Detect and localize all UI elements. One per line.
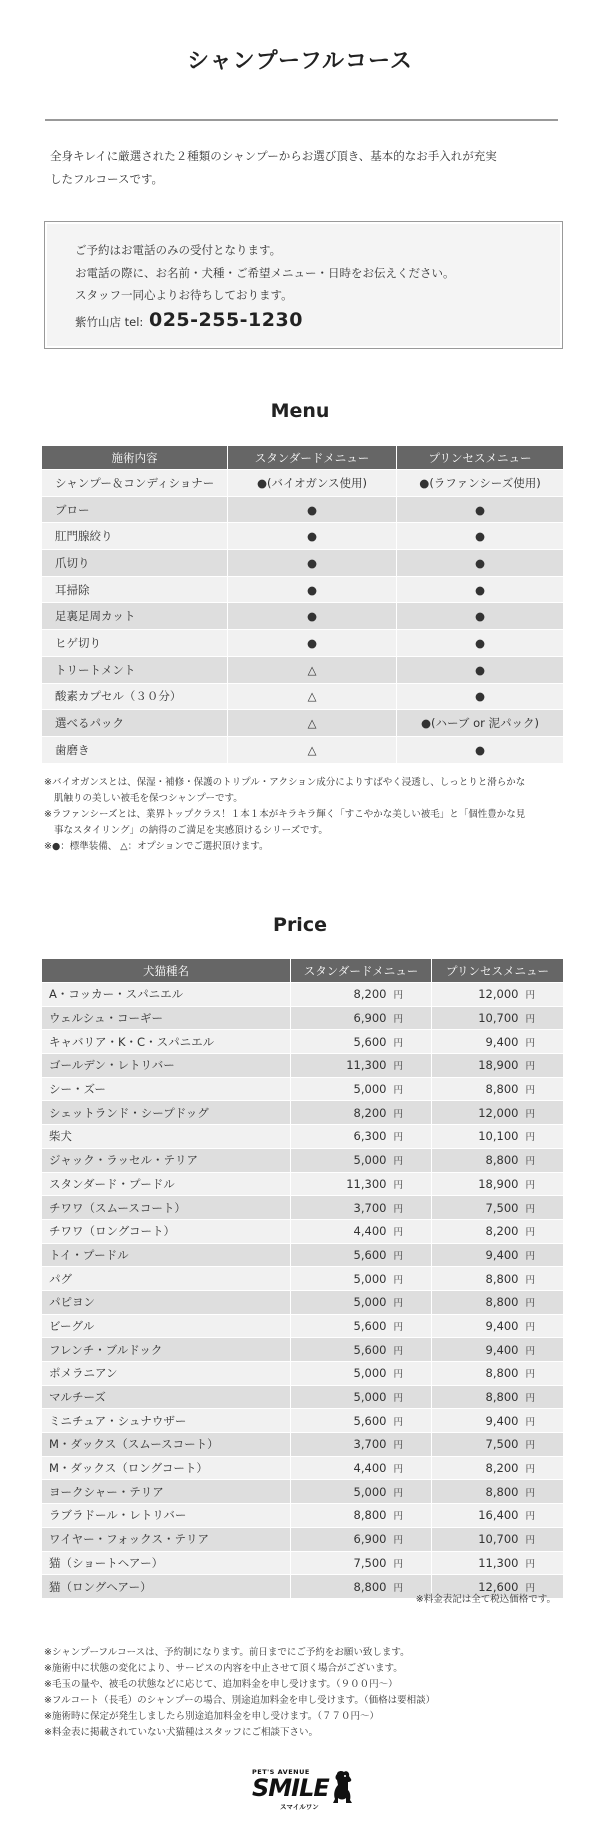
breed-name: チワワ（スムースコート） xyxy=(42,1196,291,1220)
currency-unit: 円 xyxy=(393,1085,403,1097)
price-value: 16,400 xyxy=(478,1508,519,1523)
price-value: 12,000 xyxy=(478,1105,519,1120)
princess-price xyxy=(432,1172,564,1196)
breed-name: フレンチ・ブルドック xyxy=(42,1338,291,1362)
price-row xyxy=(42,1338,564,1362)
currency-unit: 円 xyxy=(525,1440,535,1452)
price-value: 9,400 xyxy=(485,1413,519,1428)
price-row xyxy=(42,1267,564,1291)
currency-unit: 円 xyxy=(393,1037,403,1049)
currency-unit: 円 xyxy=(525,1179,535,1191)
standard-price xyxy=(291,1243,432,1267)
currency-unit: 円 xyxy=(393,1464,403,1476)
price-value: 6,300 xyxy=(353,1129,387,1144)
price-row xyxy=(42,1196,564,1220)
standard-price xyxy=(291,1362,432,1386)
standard-mark: △ xyxy=(228,710,397,737)
princess-price xyxy=(432,1196,564,1220)
currency-unit: 円 xyxy=(525,1582,535,1594)
price-row xyxy=(42,1077,564,1101)
currency-unit: 円 xyxy=(393,1274,403,1286)
breed-name: パピヨン xyxy=(42,1290,291,1314)
price-header-cell: 犬猫種名 xyxy=(42,959,291,983)
price-value: 8,800 xyxy=(485,1390,519,1405)
notice-line: スタッフ一同心よりお待ちしております。 xyxy=(75,288,293,302)
price-value: 7,500 xyxy=(485,1200,519,1215)
princess-price xyxy=(432,1314,564,1338)
currency-unit: 円 xyxy=(393,1582,403,1594)
price-value: 11,300 xyxy=(478,1555,519,1570)
price-row xyxy=(42,1054,564,1078)
menu-item-name: ブロー xyxy=(42,496,228,523)
menu-note: 肌触りの美しい被毛を保つシャンプーです。 xyxy=(54,793,243,804)
princess-price xyxy=(432,1456,564,1480)
standard-mark: ● xyxy=(228,576,397,603)
breed-name: ヨークシャー・テリア xyxy=(42,1480,291,1504)
price-value: 8,800 xyxy=(485,1153,519,1168)
price-row xyxy=(42,1409,564,1433)
standard-price xyxy=(291,1125,432,1149)
breed-name: キャバリア・K・C・スパニエル xyxy=(42,1030,291,1054)
price-row xyxy=(42,1314,564,1338)
menu-row xyxy=(42,496,564,523)
breed-name: トイ・プードル xyxy=(42,1243,291,1267)
currency-unit: 円 xyxy=(393,1250,403,1262)
price-value: 10,700 xyxy=(478,1532,519,1547)
standard-price xyxy=(291,1456,432,1480)
currency-unit: 円 xyxy=(393,1061,403,1073)
currency-unit: 円 xyxy=(525,1250,535,1262)
standard-mark: ● xyxy=(228,603,397,630)
currency-unit: 円 xyxy=(393,1321,403,1333)
standard-price xyxy=(291,1409,432,1433)
standard-price xyxy=(291,1551,432,1575)
price-row xyxy=(42,983,564,1007)
princess-price xyxy=(432,1125,564,1149)
smile-logo xyxy=(252,1768,352,1814)
menu-item-name: ヒゲ切り xyxy=(42,630,228,657)
standard-price xyxy=(291,1504,432,1528)
footer-note: ※フルコート（長毛）のシャンプーの場合、別途追加料金を申し受けます。（価格は要相談） xyxy=(44,1695,436,1706)
price-value: 8,800 xyxy=(485,1366,519,1381)
currency-unit: 円 xyxy=(393,1416,403,1428)
currency-unit: 円 xyxy=(393,990,403,1002)
princess-price xyxy=(432,1267,564,1291)
princess-price xyxy=(432,1433,564,1457)
standard-price xyxy=(291,1338,432,1362)
breed-name: シー・ズー xyxy=(42,1077,291,1101)
standard-mark: △ xyxy=(228,656,397,683)
price-row xyxy=(42,1030,564,1054)
price-value: 12,000 xyxy=(478,987,519,1002)
price-row xyxy=(42,1101,564,1125)
price-value: 5,600 xyxy=(353,1247,387,1262)
breed-name: 猫（ロングヘアー） xyxy=(42,1575,291,1599)
currency-unit: 円 xyxy=(525,1511,535,1523)
standard-mark: ● xyxy=(228,523,397,550)
currency-unit: 円 xyxy=(393,1369,403,1381)
standard-price xyxy=(291,1290,432,1314)
currency-unit: 円 xyxy=(525,1321,535,1333)
standard-mark: ● xyxy=(228,630,397,657)
princess-price xyxy=(432,1030,564,1054)
currency-unit: 円 xyxy=(525,1203,535,1215)
menu-table xyxy=(41,445,564,764)
logo-top-text: PET'S AVENUE xyxy=(252,1768,310,1776)
price-value: 18,900 xyxy=(478,1176,519,1191)
currency-unit: 円 xyxy=(525,1345,535,1357)
currency-unit: 円 xyxy=(393,1132,403,1144)
notice-line: ご予約はお電話のみの受付となります。 xyxy=(75,243,282,257)
menu-row xyxy=(42,550,564,577)
notice-line: お電話の際に、お名前・犬種・ご希望メニュー・日時をお伝えください。 xyxy=(75,265,455,280)
currency-unit: 円 xyxy=(525,1061,535,1073)
currency-unit: 円 xyxy=(525,1393,535,1405)
price-row xyxy=(42,1385,564,1409)
currency-unit: 円 xyxy=(525,1464,535,1476)
princess-mark: ● xyxy=(397,550,564,577)
currency-unit: 円 xyxy=(525,1156,535,1168)
princess-mark: ● xyxy=(397,603,564,630)
princess-price xyxy=(432,1243,564,1267)
standard-price xyxy=(291,1527,432,1551)
currency-unit: 円 xyxy=(525,1274,535,1286)
price-header-cell: プリンセスメニュー xyxy=(432,959,564,983)
menu-row xyxy=(42,683,564,710)
price-value: 9,400 xyxy=(485,1247,519,1262)
princess-price xyxy=(432,983,564,1007)
reservation-notice xyxy=(44,221,563,349)
breed-name: ジャック・ラッセル・テリア xyxy=(42,1148,291,1172)
standard-price xyxy=(291,1575,432,1599)
price-value: 5,000 xyxy=(353,1390,387,1405)
standard-price xyxy=(291,1267,432,1291)
breed-name: スタンダード・プードル xyxy=(42,1172,291,1196)
standard-mark: △ xyxy=(228,736,397,763)
price-value: 5,000 xyxy=(353,1082,387,1097)
breed-name: ビーグル xyxy=(42,1314,291,1338)
breed-name: ラブラドール・レトリバー xyxy=(42,1504,291,1528)
price-row xyxy=(42,1527,564,1551)
price-value: 3,700 xyxy=(353,1437,387,1452)
currency-unit: 円 xyxy=(525,1298,535,1310)
menu-row xyxy=(42,630,564,657)
princess-mark: ● xyxy=(397,496,564,523)
dog-silhouette-icon xyxy=(332,1770,354,1804)
footer-note: ※毛玉の量や、被毛の状態などに応じて、追加料金を申し受けます。（９００円〜） xyxy=(44,1679,398,1690)
price-row xyxy=(42,1433,564,1457)
menu-item-name: 肛門腺絞り xyxy=(42,523,228,550)
footer-note: ※シャンプーフルコースは、予約制になります。前日までにご予約をお願い致します。 xyxy=(44,1647,410,1658)
princess-price xyxy=(432,1362,564,1386)
menu-item-name: 足裏足周カット xyxy=(42,603,228,630)
currency-unit: 円 xyxy=(525,1085,535,1097)
menu-section-title: Menu xyxy=(270,400,330,422)
menu-header-cell: スタンダードメニュー xyxy=(228,446,397,470)
phone-info xyxy=(75,309,562,331)
princess-mark: ● xyxy=(397,630,564,657)
page-title: シャンプーフルコース xyxy=(187,49,413,74)
price-value: 5,600 xyxy=(353,1318,387,1333)
breed-name: ゴールデン・レトリバー xyxy=(42,1054,291,1078)
price-value: 10,700 xyxy=(478,1011,519,1026)
currency-unit: 円 xyxy=(393,1440,403,1452)
breed-name: パグ xyxy=(42,1267,291,1291)
price-row xyxy=(42,1172,564,1196)
standard-price xyxy=(291,1219,432,1243)
standard-price xyxy=(291,1433,432,1457)
price-value: 18,900 xyxy=(478,1058,519,1073)
standard-price xyxy=(291,1196,432,1220)
currency-unit: 円 xyxy=(393,1156,403,1168)
price-value: 5,000 xyxy=(353,1153,387,1168)
princess-price xyxy=(432,1290,564,1314)
standard-price xyxy=(291,1006,432,1030)
price-value: 9,400 xyxy=(485,1342,519,1357)
breed-name: A・コッカー・スパニエル xyxy=(42,983,291,1007)
princess-mark: ●(ハーブ or 泥パック) xyxy=(397,710,564,737)
standard-mark: ●(バイオガンス使用) xyxy=(228,470,397,497)
menu-row xyxy=(42,710,564,737)
price-value: 8,800 xyxy=(353,1508,387,1523)
breed-name: M・ダックス（スムースコート） xyxy=(42,1433,291,1457)
princess-price xyxy=(432,1480,564,1504)
footer-note: ※施術中に状態の変化により、サービスの内容を中止させて頂く場合がございます。 xyxy=(44,1663,403,1674)
price-value: 8,800 xyxy=(485,1271,519,1286)
intro-line: したフルコースです。 xyxy=(50,172,164,186)
currency-unit: 円 xyxy=(525,1558,535,1570)
price-value: 5,600 xyxy=(353,1413,387,1428)
price-value: 7,500 xyxy=(485,1437,519,1452)
price-value: 8,200 xyxy=(353,1105,387,1120)
princess-mark: ●(ラファンシーズ使用) xyxy=(397,470,564,497)
princess-mark: ● xyxy=(397,683,564,710)
price-value: 8,800 xyxy=(485,1484,519,1499)
phone-label: 紫竹山店 tel: xyxy=(75,314,144,329)
price-row xyxy=(42,1456,564,1480)
price-row xyxy=(42,1290,564,1314)
price-value: 8,200 xyxy=(485,1461,519,1476)
breed-name: シェットランド・シープドッグ xyxy=(42,1101,291,1125)
princess-price xyxy=(432,1148,564,1172)
princess-price xyxy=(432,1409,564,1433)
price-row xyxy=(42,1551,564,1575)
price-row xyxy=(42,1504,564,1528)
currency-unit: 円 xyxy=(525,1487,535,1499)
price-row xyxy=(42,1125,564,1149)
breed-name: ワイヤー・フォックス・テリア xyxy=(42,1527,291,1551)
footer-note: ※施術時に保定が発生しましたら別途追加料金を申し受けます。（７７０円〜） xyxy=(44,1711,379,1722)
breed-name: M・ダックス（ロングコート） xyxy=(42,1456,291,1480)
price-value: 7,500 xyxy=(353,1555,387,1570)
menu-note: 事なスタイリング」の納得のご満足を実感頂けるシリーズです。 xyxy=(54,825,328,836)
menu-item-name: 選べるパック xyxy=(42,710,228,737)
price-row xyxy=(42,1148,564,1172)
princess-price xyxy=(432,1077,564,1101)
menu-notes xyxy=(44,775,525,855)
princess-price xyxy=(432,1006,564,1030)
princess-mark: ● xyxy=(397,656,564,683)
price-value: 5,000 xyxy=(353,1271,387,1286)
menu-row xyxy=(42,603,564,630)
menu-header-row xyxy=(42,446,564,470)
currency-unit: 円 xyxy=(393,1393,403,1405)
standard-mark: △ xyxy=(228,683,397,710)
price-value: 10,100 xyxy=(478,1129,519,1144)
price-value: 8,800 xyxy=(485,1082,519,1097)
princess-price xyxy=(432,1101,564,1125)
price-value: 11,300 xyxy=(346,1058,387,1073)
price-value: 8,800 xyxy=(485,1295,519,1310)
price-value: 3,700 xyxy=(353,1200,387,1215)
standard-price xyxy=(291,1030,432,1054)
standard-price xyxy=(291,1385,432,1409)
breed-name: チワワ（ロングコート） xyxy=(42,1219,291,1243)
menu-item-name: 歯磨き xyxy=(42,736,228,763)
price-table-body xyxy=(42,983,564,1599)
standard-price xyxy=(291,1077,432,1101)
currency-unit: 円 xyxy=(393,1345,403,1357)
menu-note: ※●：標準装備、 △：オプションでご選択頂けます。 xyxy=(44,841,269,852)
menu-item-name: シャンプー＆コンディショナー xyxy=(42,470,228,497)
princess-price xyxy=(432,1527,564,1551)
menu-row xyxy=(42,470,564,497)
currency-unit: 円 xyxy=(393,1227,403,1239)
menu-header-cell: プリンセスメニュー xyxy=(397,446,564,470)
price-value: 9,400 xyxy=(485,1034,519,1049)
logo-main-text: SMILE xyxy=(252,1774,329,1802)
princess-price xyxy=(432,1054,564,1078)
breed-name: ミニチュア・シュナウザー xyxy=(42,1409,291,1433)
princess-mark: ● xyxy=(397,576,564,603)
menu-table-body xyxy=(42,470,564,764)
standard-price xyxy=(291,1314,432,1338)
princess-mark: ● xyxy=(397,523,564,550)
standard-price xyxy=(291,983,432,1007)
standard-mark: ● xyxy=(228,496,397,523)
footer-note: ※料金表に掲載されていない犬猫種はスタッフにご相談下さい。 xyxy=(44,1727,318,1738)
currency-unit: 円 xyxy=(393,1179,403,1191)
standard-price xyxy=(291,1480,432,1504)
price-value: 12,600 xyxy=(478,1579,519,1594)
price-header-cell: スタンダードメニュー xyxy=(291,959,432,983)
currency-unit: 円 xyxy=(393,1108,403,1120)
currency-unit: 円 xyxy=(525,1227,535,1239)
currency-unit: 円 xyxy=(525,1037,535,1049)
menu-row xyxy=(42,656,564,683)
princess-price xyxy=(432,1504,564,1528)
price-value: 5,000 xyxy=(353,1484,387,1499)
currency-unit: 円 xyxy=(393,1298,403,1310)
price-row xyxy=(42,1480,564,1504)
price-row xyxy=(42,1006,564,1030)
currency-unit: 円 xyxy=(393,1558,403,1570)
menu-row xyxy=(42,576,564,603)
intro-line: 全身キレイに厳選された２種類のシャンプーからお選び頂き、基本的なお手入れが充実 xyxy=(50,149,497,163)
currency-unit: 円 xyxy=(525,1132,535,1144)
standard-mark: ● xyxy=(228,550,397,577)
breed-name: ポメラニアン xyxy=(42,1362,291,1386)
menu-item-name: トリートメント xyxy=(42,656,228,683)
price-value: 4,400 xyxy=(353,1461,387,1476)
princess-price xyxy=(432,1219,564,1243)
currency-unit: 円 xyxy=(393,1014,403,1026)
footer-notes xyxy=(44,1645,435,1741)
price-value: 8,800 xyxy=(353,1579,387,1594)
standard-price xyxy=(291,1172,432,1196)
menu-row xyxy=(42,523,564,550)
breed-name: ウェルシュ・コーギー xyxy=(42,1006,291,1030)
currency-unit: 円 xyxy=(525,1108,535,1120)
princess-price xyxy=(432,1551,564,1575)
menu-item-name: 耳掃除 xyxy=(42,576,228,603)
price-value: 4,400 xyxy=(353,1224,387,1239)
breed-name: マルチーズ xyxy=(42,1385,291,1409)
price-header-row xyxy=(42,959,564,983)
currency-unit: 円 xyxy=(393,1203,403,1215)
currency-unit: 円 xyxy=(525,1014,535,1026)
menu-header-cell: 施術内容 xyxy=(42,446,228,470)
price-row xyxy=(42,1362,564,1386)
price-value: 9,400 xyxy=(485,1318,519,1333)
price-value: 8,200 xyxy=(353,987,387,1002)
menu-note: ※ラファンシーズとは、業界トップクラス！１本１本がキラキラ輝く「すこやかな美しい被毛」と「個性豊かな見 xyxy=(44,809,526,820)
currency-unit: 円 xyxy=(525,990,535,1002)
price-value: 5,600 xyxy=(353,1342,387,1357)
breed-name: 柴犬 xyxy=(42,1125,291,1149)
standard-price xyxy=(291,1148,432,1172)
price-value: 6,900 xyxy=(353,1011,387,1026)
standard-price xyxy=(291,1054,432,1078)
breed-name: 猫（ショートヘアー） xyxy=(42,1551,291,1575)
menu-row xyxy=(42,736,564,763)
price-table xyxy=(41,958,564,1599)
menu-item-name: 酸素カプセル（３０分） xyxy=(42,683,228,710)
logo-sub-text: スマイルワン xyxy=(280,1803,319,1811)
intro-text xyxy=(50,145,560,191)
price-value: 5,000 xyxy=(353,1366,387,1381)
currency-unit: 円 xyxy=(525,1535,535,1547)
currency-unit: 円 xyxy=(393,1487,403,1499)
price-value: 5,600 xyxy=(353,1034,387,1049)
princess-price xyxy=(432,1385,564,1409)
currency-unit: 円 xyxy=(393,1535,403,1547)
tax-note: ※料金表記は全て税込価格です。 xyxy=(415,1594,556,1605)
currency-unit: 円 xyxy=(525,1416,535,1428)
princess-price xyxy=(432,1338,564,1362)
phone-number[interactable]: 025-255-1230 xyxy=(148,308,303,331)
menu-item-name: 爪切り xyxy=(42,550,228,577)
menu-note: ※バイオガンスとは、保湿・補修・保護のトリプル・アクション成分によりすばやく浸透し、しっとりと滑らかな xyxy=(44,777,526,788)
title-divider xyxy=(45,119,558,121)
price-row xyxy=(42,1219,564,1243)
price-section-title: Price xyxy=(273,914,327,936)
currency-unit: 円 xyxy=(525,1369,535,1381)
price-row xyxy=(42,1243,564,1267)
price-value: 11,300 xyxy=(346,1176,387,1191)
price-value: 8,200 xyxy=(485,1224,519,1239)
princess-mark: ● xyxy=(397,736,564,763)
price-value: 5,000 xyxy=(353,1295,387,1310)
currency-unit: 円 xyxy=(393,1511,403,1523)
price-value: 6,900 xyxy=(353,1532,387,1547)
standard-price xyxy=(291,1101,432,1125)
